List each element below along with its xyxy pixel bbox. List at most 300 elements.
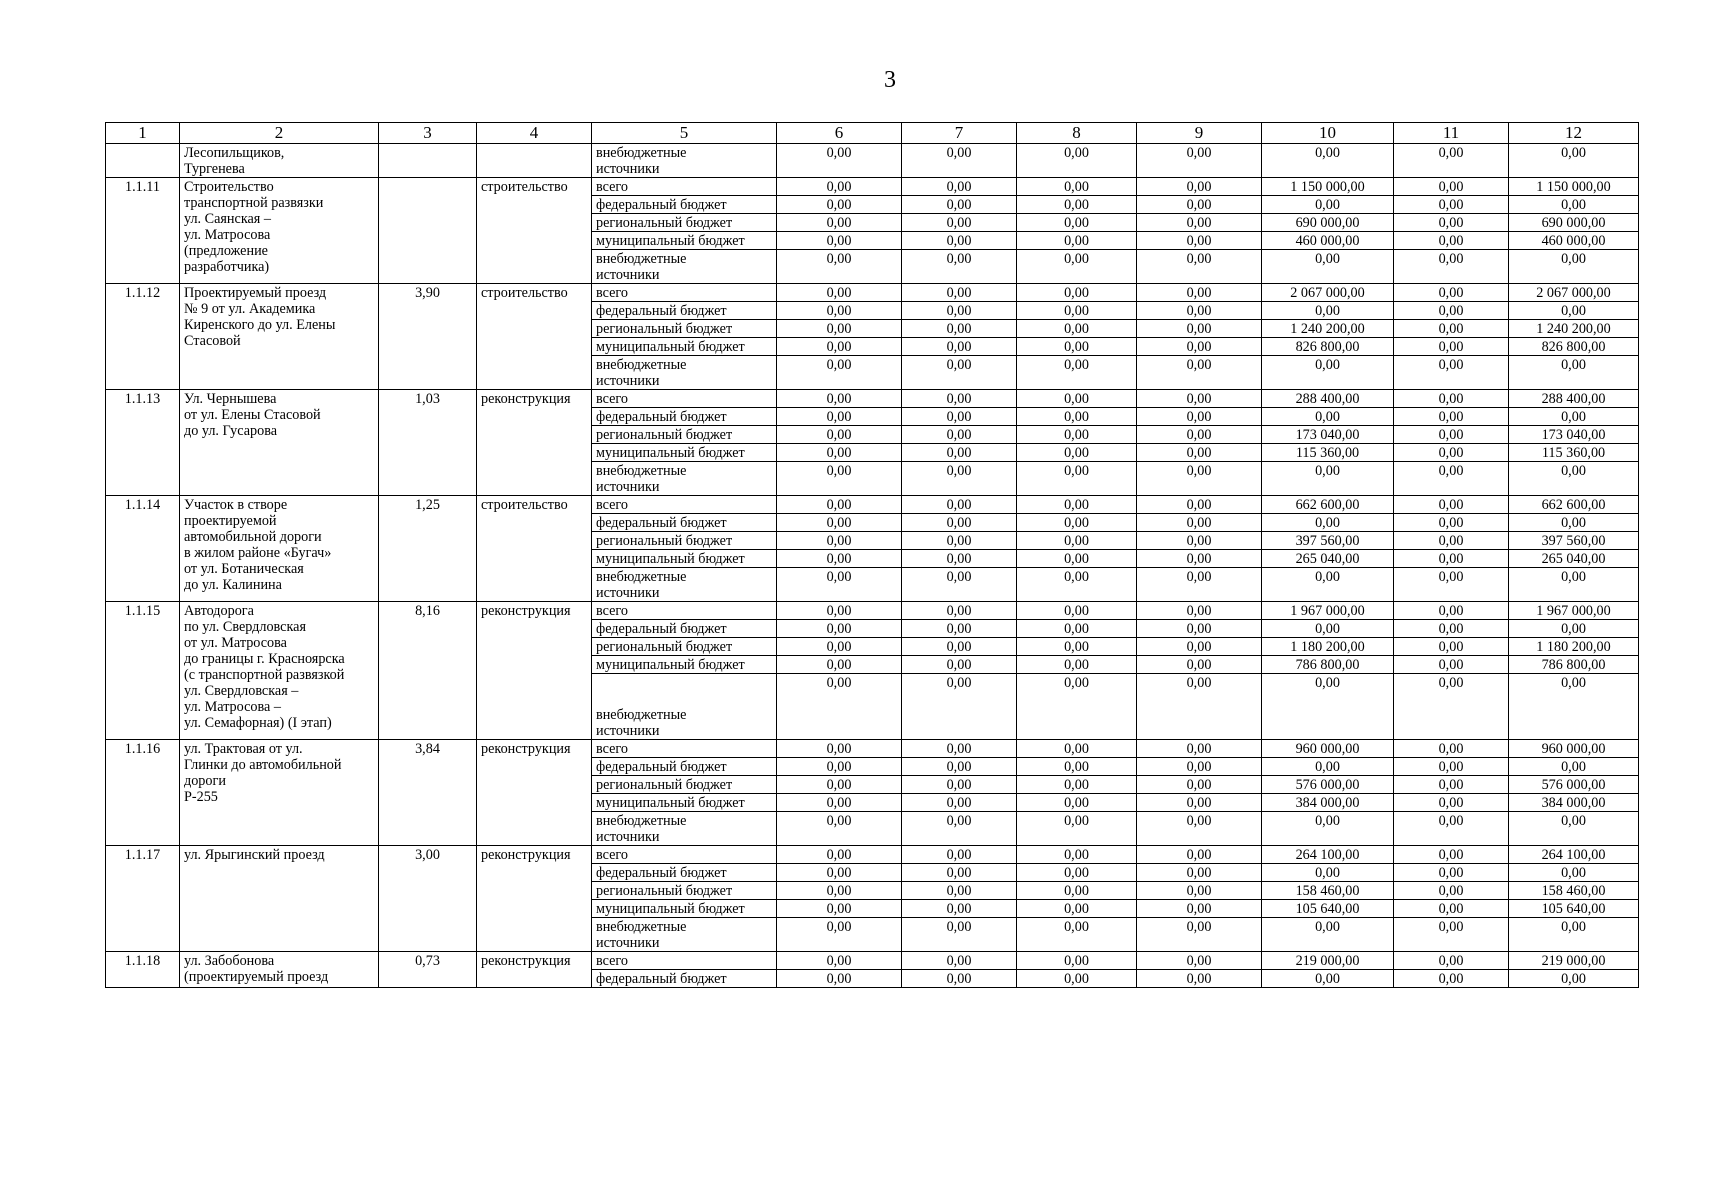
funding-source: федеральный бюджет <box>592 302 777 320</box>
amount-col-9: 0,00 <box>1137 776 1262 794</box>
object-name: Проектируемый проезд № 9 от ул. Академика Киренского до ул. Елены Стасовой <box>180 284 379 390</box>
amount-col-9: 0,00 <box>1137 656 1262 674</box>
amount-col-11: 0,00 <box>1394 390 1509 408</box>
amount-col-8: 0,00 <box>1017 196 1137 214</box>
amount-col-6: 0,00 <box>777 846 902 864</box>
amount-col-11: 0,00 <box>1394 408 1509 426</box>
funding-source: федеральный бюджет <box>592 620 777 638</box>
amount-col-7: 0,00 <box>902 794 1017 812</box>
amount-col-7: 0,00 <box>902 882 1017 900</box>
amount-col-10: 460 000,00 <box>1262 232 1394 250</box>
object-name: Лесопильщиков, Тургенева <box>180 144 379 178</box>
amount-col-10: 0,00 <box>1262 302 1394 320</box>
amount-col-7: 0,00 <box>902 302 1017 320</box>
amount-col-10: 786 800,00 <box>1262 656 1394 674</box>
amount-col-7: 0,00 <box>902 338 1017 356</box>
amount-col-7: 0,00 <box>902 846 1017 864</box>
amount-col-7: 0,00 <box>902 674 1017 740</box>
amount-col-11: 0,00 <box>1394 532 1509 550</box>
amount-col-8: 0,00 <box>1017 550 1137 568</box>
amount-col-6: 0,00 <box>777 196 902 214</box>
item-number <box>106 144 180 178</box>
amount-col-7: 0,00 <box>902 178 1017 196</box>
amount-col-12: 219 000,00 <box>1509 952 1639 970</box>
amount-col-7: 0,00 <box>902 550 1017 568</box>
amount-col-8: 0,00 <box>1017 338 1137 356</box>
amount-col-10: 264 100,00 <box>1262 846 1394 864</box>
amount-col-12: 0,00 <box>1509 970 1639 988</box>
column-header-5: 5 <box>592 123 777 144</box>
table-row <box>106 952 1639 970</box>
length-km <box>379 178 477 284</box>
funding-source: региональный бюджет <box>592 776 777 794</box>
table-body <box>106 144 1639 988</box>
length-km <box>379 144 477 178</box>
work-type: строительство <box>477 178 592 284</box>
funding-source: внебюджетные источники <box>592 356 777 390</box>
amount-col-10: 105 640,00 <box>1262 900 1394 918</box>
amount-col-8: 0,00 <box>1017 426 1137 444</box>
amount-col-8: 0,00 <box>1017 232 1137 250</box>
amount-col-6: 0,00 <box>777 656 902 674</box>
amount-col-7: 0,00 <box>902 284 1017 302</box>
amount-col-10: 0,00 <box>1262 462 1394 496</box>
amount-col-11: 0,00 <box>1394 320 1509 338</box>
object-name: Ул. Чернышева от ул. Елены Стасовой до ул. Гусарова <box>180 390 379 496</box>
amount-col-8: 0,00 <box>1017 444 1137 462</box>
work-type: строительство <box>477 284 592 390</box>
amount-col-7: 0,00 <box>902 320 1017 338</box>
amount-col-7: 0,00 <box>902 776 1017 794</box>
amount-col-11: 0,00 <box>1394 496 1509 514</box>
table-row <box>106 602 1639 620</box>
funding-source: муниципальный бюджет <box>592 444 777 462</box>
amount-col-12: 265 040,00 <box>1509 550 1639 568</box>
amount-col-11: 0,00 <box>1394 426 1509 444</box>
amount-col-12: 960 000,00 <box>1509 740 1639 758</box>
amount-col-11: 0,00 <box>1394 638 1509 656</box>
amount-col-8: 0,00 <box>1017 214 1137 232</box>
column-header-8: 8 <box>1017 123 1137 144</box>
amount-col-8: 0,00 <box>1017 864 1137 882</box>
amount-col-10: 1 967 000,00 <box>1262 602 1394 620</box>
amount-col-6: 0,00 <box>777 356 902 390</box>
funding-source: федеральный бюджет <box>592 758 777 776</box>
amount-col-9: 0,00 <box>1137 740 1262 758</box>
length-km: 3,84 <box>379 740 477 846</box>
amount-col-12: 0,00 <box>1509 250 1639 284</box>
amount-col-8: 0,00 <box>1017 812 1137 846</box>
amount-col-6: 0,00 <box>777 320 902 338</box>
funding-source: региональный бюджет <box>592 320 777 338</box>
amount-col-11: 0,00 <box>1394 900 1509 918</box>
amount-col-10: 826 800,00 <box>1262 338 1394 356</box>
work-type: реконструкция <box>477 602 592 740</box>
amount-col-9: 0,00 <box>1137 620 1262 638</box>
amount-col-12: 0,00 <box>1509 302 1639 320</box>
amount-col-9: 0,00 <box>1137 284 1262 302</box>
amount-col-11: 0,00 <box>1394 356 1509 390</box>
funding-source: всего <box>592 952 777 970</box>
amount-col-8: 0,00 <box>1017 952 1137 970</box>
amount-col-11: 0,00 <box>1394 656 1509 674</box>
amount-col-6: 0,00 <box>777 882 902 900</box>
amount-col-12: 158 460,00 <box>1509 882 1639 900</box>
amount-col-9: 0,00 <box>1137 408 1262 426</box>
amount-col-8: 0,00 <box>1017 638 1137 656</box>
amount-col-7: 0,00 <box>902 864 1017 882</box>
funding-source: федеральный бюджет <box>592 864 777 882</box>
amount-col-11: 0,00 <box>1394 620 1509 638</box>
amount-col-12: 0,00 <box>1509 196 1639 214</box>
funding-source: региональный бюджет <box>592 532 777 550</box>
amount-col-11: 0,00 <box>1394 776 1509 794</box>
amount-col-11: 0,00 <box>1394 284 1509 302</box>
item-number: 1.1.14 <box>106 496 180 602</box>
amount-col-11: 0,00 <box>1394 232 1509 250</box>
amount-col-7: 0,00 <box>902 970 1017 988</box>
amount-col-8: 0,00 <box>1017 620 1137 638</box>
amount-col-12: 0,00 <box>1509 758 1639 776</box>
amount-col-8: 0,00 <box>1017 758 1137 776</box>
amount-col-9: 0,00 <box>1137 846 1262 864</box>
amount-col-6: 0,00 <box>777 144 902 178</box>
amount-col-10: 0,00 <box>1262 514 1394 532</box>
amount-col-7: 0,00 <box>902 532 1017 550</box>
amount-col-11: 0,00 <box>1394 568 1509 602</box>
work-type: реконструкция <box>477 390 592 496</box>
table-row <box>106 178 1639 196</box>
amount-col-12: 0,00 <box>1509 812 1639 846</box>
amount-col-8: 0,00 <box>1017 532 1137 550</box>
amount-col-12: 0,00 <box>1509 514 1639 532</box>
amount-col-6: 0,00 <box>777 532 902 550</box>
amount-col-10: 397 560,00 <box>1262 532 1394 550</box>
funding-source: всего <box>592 846 777 864</box>
funding-source: внебюджетные источники <box>592 250 777 284</box>
amount-col-9: 0,00 <box>1137 444 1262 462</box>
amount-col-9: 0,00 <box>1137 338 1262 356</box>
amount-col-8: 0,00 <box>1017 882 1137 900</box>
amount-col-6: 0,00 <box>777 284 902 302</box>
amount-col-10: 288 400,00 <box>1262 390 1394 408</box>
funding-source: региональный бюджет <box>592 882 777 900</box>
amount-col-11: 0,00 <box>1394 444 1509 462</box>
amount-col-10: 2 067 000,00 <box>1262 284 1394 302</box>
table-row <box>106 740 1639 758</box>
amount-col-12: 0,00 <box>1509 568 1639 602</box>
item-number: 1.1.17 <box>106 846 180 952</box>
funding-source: муниципальный бюджет <box>592 550 777 568</box>
amount-col-11: 0,00 <box>1394 144 1509 178</box>
amount-col-12: 397 560,00 <box>1509 532 1639 550</box>
amount-col-11: 0,00 <box>1394 812 1509 846</box>
amount-col-7: 0,00 <box>902 196 1017 214</box>
amount-col-9: 0,00 <box>1137 568 1262 602</box>
amount-col-8: 0,00 <box>1017 302 1137 320</box>
amount-col-7: 0,00 <box>902 144 1017 178</box>
length-km: 1,25 <box>379 496 477 602</box>
item-number: 1.1.15 <box>106 602 180 740</box>
amount-col-10: 0,00 <box>1262 674 1394 740</box>
amount-col-10: 0,00 <box>1262 812 1394 846</box>
amount-col-6: 0,00 <box>777 952 902 970</box>
amount-col-7: 0,00 <box>902 408 1017 426</box>
amount-col-11: 0,00 <box>1394 740 1509 758</box>
amount-col-11: 0,00 <box>1394 178 1509 196</box>
amount-col-9: 0,00 <box>1137 250 1262 284</box>
funding-source: внебюджетные источники <box>592 144 777 178</box>
funding-source: всего <box>592 602 777 620</box>
amount-col-8: 0,00 <box>1017 900 1137 918</box>
amount-col-8: 0,00 <box>1017 144 1137 178</box>
work-type: реконструкция <box>477 740 592 846</box>
funding-source: муниципальный бюджет <box>592 900 777 918</box>
amount-col-12: 0,00 <box>1509 462 1639 496</box>
amount-col-9: 0,00 <box>1137 178 1262 196</box>
column-header-3: 3 <box>379 123 477 144</box>
amount-col-12: 0,00 <box>1509 620 1639 638</box>
amount-col-6: 0,00 <box>777 900 902 918</box>
amount-col-6: 0,00 <box>777 408 902 426</box>
amount-col-6: 0,00 <box>777 568 902 602</box>
table-row <box>106 144 1639 178</box>
amount-col-9: 0,00 <box>1137 758 1262 776</box>
amount-col-12: 576 000,00 <box>1509 776 1639 794</box>
amount-col-7: 0,00 <box>902 426 1017 444</box>
budget-table <box>105 122 1639 988</box>
amount-col-6: 0,00 <box>777 302 902 320</box>
amount-col-12: 0,00 <box>1509 918 1639 952</box>
amount-col-12: 115 360,00 <box>1509 444 1639 462</box>
amount-col-11: 0,00 <box>1394 338 1509 356</box>
amount-col-6: 0,00 <box>777 462 902 496</box>
amount-col-12: 2 067 000,00 <box>1509 284 1639 302</box>
amount-col-7: 0,00 <box>902 390 1017 408</box>
amount-col-10: 690 000,00 <box>1262 214 1394 232</box>
amount-col-7: 0,00 <box>902 900 1017 918</box>
column-header-9: 9 <box>1137 123 1262 144</box>
column-header-1: 1 <box>106 123 180 144</box>
table-row <box>106 284 1639 302</box>
amount-col-6: 0,00 <box>777 602 902 620</box>
amount-col-9: 0,00 <box>1137 674 1262 740</box>
amount-col-10: 265 040,00 <box>1262 550 1394 568</box>
amount-col-7: 0,00 <box>902 638 1017 656</box>
amount-col-6: 0,00 <box>777 758 902 776</box>
amount-col-9: 0,00 <box>1137 638 1262 656</box>
length-km: 0,73 <box>379 952 477 988</box>
amount-col-10: 0,00 <box>1262 864 1394 882</box>
table-row <box>106 846 1639 864</box>
amount-col-9: 0,00 <box>1137 302 1262 320</box>
amount-col-9: 0,00 <box>1137 550 1262 568</box>
funding-source: внебюджетные источники <box>592 674 777 740</box>
amount-col-6: 0,00 <box>777 794 902 812</box>
amount-col-6: 0,00 <box>777 638 902 656</box>
funding-source: региональный бюджет <box>592 214 777 232</box>
object-name: ул. Трактовая от ул. Глинки до автомобильной дороги Р-255 <box>180 740 379 846</box>
amount-col-7: 0,00 <box>902 740 1017 758</box>
amount-col-10: 0,00 <box>1262 620 1394 638</box>
amount-col-9: 0,00 <box>1137 794 1262 812</box>
amount-col-9: 0,00 <box>1137 356 1262 390</box>
amount-col-6: 0,00 <box>777 338 902 356</box>
amount-col-7: 0,00 <box>902 444 1017 462</box>
amount-col-9: 0,00 <box>1137 426 1262 444</box>
amount-col-7: 0,00 <box>902 952 1017 970</box>
amount-col-7: 0,00 <box>902 232 1017 250</box>
item-number: 1.1.13 <box>106 390 180 496</box>
item-number: 1.1.12 <box>106 284 180 390</box>
amount-col-8: 0,00 <box>1017 674 1137 740</box>
amount-col-6: 0,00 <box>777 620 902 638</box>
amount-col-12: 105 640,00 <box>1509 900 1639 918</box>
amount-col-10: 219 000,00 <box>1262 952 1394 970</box>
funding-source: внебюджетные источники <box>592 568 777 602</box>
amount-col-12: 264 100,00 <box>1509 846 1639 864</box>
object-name: Участок в створе проектируемой автомобильной дороги в жилом районе «Бугач» от ул. Ботаническая до ул. Калинина <box>180 496 379 602</box>
funding-source: внебюджетные источники <box>592 812 777 846</box>
amount-col-10: 0,00 <box>1262 408 1394 426</box>
amount-col-9: 0,00 <box>1137 812 1262 846</box>
funding-source: федеральный бюджет <box>592 514 777 532</box>
amount-col-12: 1 967 000,00 <box>1509 602 1639 620</box>
amount-col-8: 0,00 <box>1017 496 1137 514</box>
amount-col-11: 0,00 <box>1394 602 1509 620</box>
funding-source: федеральный бюджет <box>592 970 777 988</box>
amount-col-12: 1 150 000,00 <box>1509 178 1639 196</box>
amount-col-6: 0,00 <box>777 232 902 250</box>
amount-col-11: 0,00 <box>1394 214 1509 232</box>
amount-col-8: 0,00 <box>1017 794 1137 812</box>
amount-col-12: 0,00 <box>1509 674 1639 740</box>
amount-col-6: 0,00 <box>777 214 902 232</box>
amount-col-12: 0,00 <box>1509 864 1639 882</box>
amount-col-8: 0,00 <box>1017 408 1137 426</box>
amount-col-10: 115 360,00 <box>1262 444 1394 462</box>
amount-col-6: 0,00 <box>777 250 902 284</box>
column-header-12: 12 <box>1509 123 1639 144</box>
amount-col-8: 0,00 <box>1017 390 1137 408</box>
amount-col-10: 173 040,00 <box>1262 426 1394 444</box>
amount-col-10: 0,00 <box>1262 568 1394 602</box>
amount-col-8: 0,00 <box>1017 178 1137 196</box>
length-km: 3,90 <box>379 284 477 390</box>
amount-col-8: 0,00 <box>1017 656 1137 674</box>
funding-source: всего <box>592 178 777 196</box>
amount-col-10: 0,00 <box>1262 970 1394 988</box>
amount-col-10: 1 150 000,00 <box>1262 178 1394 196</box>
length-km: 8,16 <box>379 602 477 740</box>
amount-col-6: 0,00 <box>777 514 902 532</box>
amount-col-8: 0,00 <box>1017 568 1137 602</box>
amount-col-11: 0,00 <box>1394 196 1509 214</box>
amount-col-9: 0,00 <box>1137 882 1262 900</box>
amount-col-7: 0,00 <box>902 462 1017 496</box>
amount-col-8: 0,00 <box>1017 462 1137 496</box>
amount-col-7: 0,00 <box>902 568 1017 602</box>
amount-col-9: 0,00 <box>1137 918 1262 952</box>
amount-col-7: 0,00 <box>902 918 1017 952</box>
funding-source: муниципальный бюджет <box>592 656 777 674</box>
amount-col-8: 0,00 <box>1017 602 1137 620</box>
amount-col-9: 0,00 <box>1137 214 1262 232</box>
amount-col-9: 0,00 <box>1137 970 1262 988</box>
amount-col-11: 0,00 <box>1394 514 1509 532</box>
amount-col-12: 288 400,00 <box>1509 390 1639 408</box>
amount-col-9: 0,00 <box>1137 952 1262 970</box>
object-name: ул. Забобонова (проектируемый проезд <box>180 952 379 988</box>
amount-col-10: 0,00 <box>1262 758 1394 776</box>
amount-col-6: 0,00 <box>777 812 902 846</box>
item-number: 1.1.11 <box>106 178 180 284</box>
table-row <box>106 390 1639 408</box>
amount-col-10: 0,00 <box>1262 356 1394 390</box>
amount-col-11: 0,00 <box>1394 250 1509 284</box>
amount-col-11: 0,00 <box>1394 864 1509 882</box>
object-name: Строительство транспортной развязки ул. Саянская – ул. Матросова (предложение разработчика) <box>180 178 379 284</box>
column-header-7: 7 <box>902 123 1017 144</box>
amount-col-11: 0,00 <box>1394 462 1509 496</box>
amount-col-10: 662 600,00 <box>1262 496 1394 514</box>
amount-col-12: 384 000,00 <box>1509 794 1639 812</box>
amount-col-6: 0,00 <box>777 674 902 740</box>
amount-col-11: 0,00 <box>1394 882 1509 900</box>
amount-col-7: 0,00 <box>902 812 1017 846</box>
object-name: ул. Ярыгинский проезд <box>180 846 379 952</box>
work-type: строительство <box>477 496 592 602</box>
amount-col-9: 0,00 <box>1137 462 1262 496</box>
amount-col-12: 0,00 <box>1509 408 1639 426</box>
amount-col-8: 0,00 <box>1017 970 1137 988</box>
page-number: 3 <box>884 67 896 93</box>
amount-col-8: 0,00 <box>1017 740 1137 758</box>
funding-source: муниципальный бюджет <box>592 232 777 250</box>
funding-source: региональный бюджет <box>592 638 777 656</box>
amount-col-7: 0,00 <box>902 496 1017 514</box>
amount-col-7: 0,00 <box>902 356 1017 390</box>
amount-col-11: 0,00 <box>1394 952 1509 970</box>
amount-col-8: 0,00 <box>1017 918 1137 952</box>
amount-col-12: 173 040,00 <box>1509 426 1639 444</box>
amount-col-9: 0,00 <box>1137 232 1262 250</box>
amount-col-6: 0,00 <box>777 970 902 988</box>
funding-source: всего <box>592 284 777 302</box>
item-number: 1.1.18 <box>106 952 180 988</box>
amount-col-8: 0,00 <box>1017 356 1137 390</box>
amount-col-9: 0,00 <box>1137 496 1262 514</box>
funding-source: всего <box>592 496 777 514</box>
amount-col-9: 0,00 <box>1137 602 1262 620</box>
amount-col-12: 662 600,00 <box>1509 496 1639 514</box>
amount-col-6: 0,00 <box>777 918 902 952</box>
amount-col-10: 1 180 200,00 <box>1262 638 1394 656</box>
amount-col-6: 0,00 <box>777 178 902 196</box>
amount-col-11: 0,00 <box>1394 918 1509 952</box>
header-row <box>106 123 1639 144</box>
amount-col-8: 0,00 <box>1017 284 1137 302</box>
column-header-10: 10 <box>1262 123 1394 144</box>
funding-source: внебюджетные источники <box>592 918 777 952</box>
table-row <box>106 496 1639 514</box>
amount-col-10: 0,00 <box>1262 144 1394 178</box>
column-header-2: 2 <box>180 123 379 144</box>
amount-col-9: 0,00 <box>1137 320 1262 338</box>
amount-col-10: 1 240 200,00 <box>1262 320 1394 338</box>
amount-col-9: 0,00 <box>1137 196 1262 214</box>
amount-col-12: 460 000,00 <box>1509 232 1639 250</box>
